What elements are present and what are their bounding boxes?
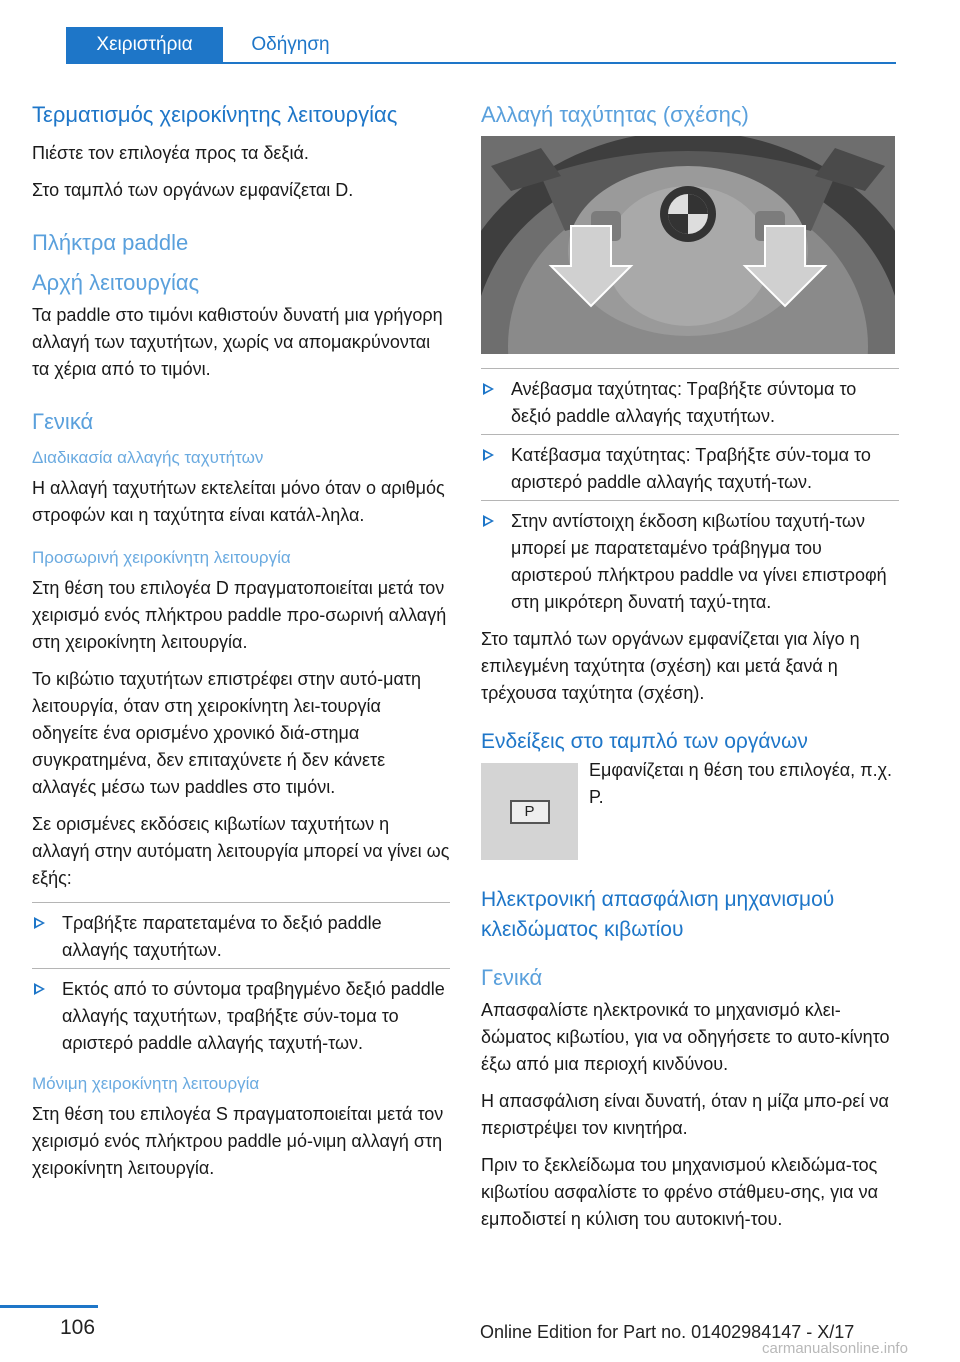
- para-temp-end-1: Πιέστε τον επιλογέα προς τα δεξιά.: [32, 143, 309, 163]
- para-procedure: Η αλλαγή ταχυτήτων εκτελείται μόνο όταν ο αριθμός στροφών και η ταχύτητα είναι κατάλ-ληλα.: [32, 478, 445, 525]
- para-unlock-2: Η απασφάλιση είναι δυνατή, όταν η μίζα μπο-ρεί να περιστρέψει τον κινητήρα.: [481, 1091, 889, 1138]
- para-principle: Τα paddle στο τιμόνι καθιστούν δυνατή μια γρήγορη αλλαγή των ταχυτήτων, χωρίς να απομακρύνονται τα χέρια από το τιμόνι.: [32, 305, 443, 379]
- header-divider: [66, 62, 896, 64]
- triangle-bullet-icon: [483, 383, 494, 395]
- list-item: Ανέβασμα ταχύτητας: Τραβήξτε σύντομα το δεξιό paddle αλλαγής ταχυτήτων.: [481, 368, 899, 430]
- heading-unlock: Ηλεκτρονική απασφάλιση μηχανισμού κλειδώματος κιβωτίου: [481, 888, 835, 941]
- para-temp-1: Στη θέση του επιλογέα D πραγματοποιείται μετά τον χειρισμό ενός πλήκτρου paddle προ-σωρινή αλλαγή στη χειροκίνητη λειτουργία.: [32, 578, 447, 652]
- left-column: [32, 100, 450, 1192]
- heading-paddles: Πλήκτρα paddle: [32, 230, 189, 255]
- tab-driving[interactable]: Οδήγηση: [251, 33, 330, 55]
- triangle-bullet-icon: [34, 917, 45, 929]
- para-temp-3: Σε ορισμένες εκδόσεις κιβωτίων ταχυτήτων η αλλαγή στην αυτόματη λειτουργία μπορεί να γίνει ως εξής:: [32, 814, 450, 888]
- para-unlock-1: Απασφαλίστε ηλεκτρονικά το μηχανισμό κλει-δώματος κιβωτίου, για να οδηγήσετε το αυτο-κίνητο έξω από μια περιοχή κινδύνου.: [481, 1000, 890, 1074]
- indicator-block: [481, 760, 899, 863]
- heading-principle: Αρχή λειτουργίας: [32, 270, 200, 295]
- list-item: Τραβήξτε παρατεταμένα το δεξιό paddle αλλαγής ταχυτήτων.: [32, 902, 450, 964]
- list-item: Στην αντίστοιχη έκδοση κιβωτίου ταχυτή-των μπορεί με παρατεταμένο τράβηγμα του αριστερού πλήκτρου paddle να γίνει επιστροφή στη μικρότερη δυνατή ταχύ-τητα.: [481, 500, 899, 616]
- heading-indications: Ενδείξεις στο ταμπλό των οργάνων: [481, 730, 808, 753]
- triangle-bullet-icon: [483, 449, 494, 461]
- right-column: [481, 100, 899, 1243]
- gear-indicator-image: [481, 763, 578, 860]
- heading-procedure: Διαδικασία αλλαγής ταχυτήτων: [32, 448, 264, 467]
- heading-general: Γενικά: [32, 409, 94, 434]
- para-change: Στο ταμπλό των οργάνων εμφανίζεται για λίγο η επιλεγμένη ταχύτητα (σχέση) και μετά ξανά η τρέχουσα ταχύτητα (σχέση).: [481, 629, 860, 703]
- right-bullet-list: [481, 368, 899, 616]
- triangle-bullet-icon: [483, 515, 494, 527]
- list-item: Εκτός από το σύντομα τραβηγμένο δεξιό paddle αλλαγής ταχυτήτων, τραβήξτε σύν-τομα το αριστερό paddle αλλαγής ταχυτή-των.: [32, 968, 450, 1057]
- left-bullet-list: [32, 902, 450, 1057]
- header-tabs: [0, 27, 896, 59]
- footer-divider: [0, 1305, 98, 1308]
- heading-temp-end: Τερματισμός χειροκίνητης λειτουργίας: [32, 102, 398, 127]
- steering-wheel-illustration: [481, 136, 895, 354]
- gear-position-p: P: [510, 800, 550, 824]
- heading-temp: Προσωρινή χειροκίνητη λειτουργία: [32, 548, 291, 567]
- watermark: carmanualsonline.info: [762, 1340, 908, 1357]
- heading-change: Αλλαγή ταχύτητας (σχέσης): [481, 102, 749, 127]
- page-number: 106: [60, 1316, 96, 1339]
- heading-general-right: Γενικά: [481, 965, 543, 990]
- para-temp-2: Το κιβώτιο ταχυτήτων επιστρέφει στην αυτό-ματη λειτουργία, όταν στη χειροκίνητη λει-τουργία οδηγείτε ένα ορισμένο χρονικό διά-στημα συγκρατημένα, δεν επιταχύνετε ή δεν κάνετε αλλαγές μέσω των paddles στο τιμόνι.: [32, 669, 422, 797]
- para-unlock-3: Πριν το ξεκλείδωμα του μηχανισμού κλειδώμα-τος κιβωτίου ασφαλίστε το φρένο στάθμευ-σης, για να εμποδιστεί η κύλιση του αυτοκινή-του.: [481, 1155, 878, 1229]
- heading-permanent: Μόνιμη χειροκίνητη λειτουργία: [32, 1074, 260, 1093]
- para-permanent: Στη θέση του επιλογέα S πραγματοποιείται μετά τον χειρισμό ενός πλήκτρου paddle μό-νιμη αλλαγή στη χειροκίνητη λειτουργία.: [32, 1104, 444, 1178]
- edition-text: Online Edition for Part no. 01402984147 - X/17: [480, 1322, 855, 1342]
- para-indications: Εμφανίζεται η θέση του επιλογέα, π.χ. P.: [589, 760, 893, 807]
- triangle-bullet-icon: [34, 983, 45, 995]
- para-temp-end-2: Στο ταμπλό των οργάνων εμφανίζεται D.: [32, 180, 354, 200]
- list-item: Κατέβασμα ταχύτητας: Τραβήξτε σύν-τομα το αριστερό paddle αλλαγής ταχυτή-των.: [481, 434, 899, 496]
- tab-controls[interactable]: Χειριστήρια: [66, 27, 223, 62]
